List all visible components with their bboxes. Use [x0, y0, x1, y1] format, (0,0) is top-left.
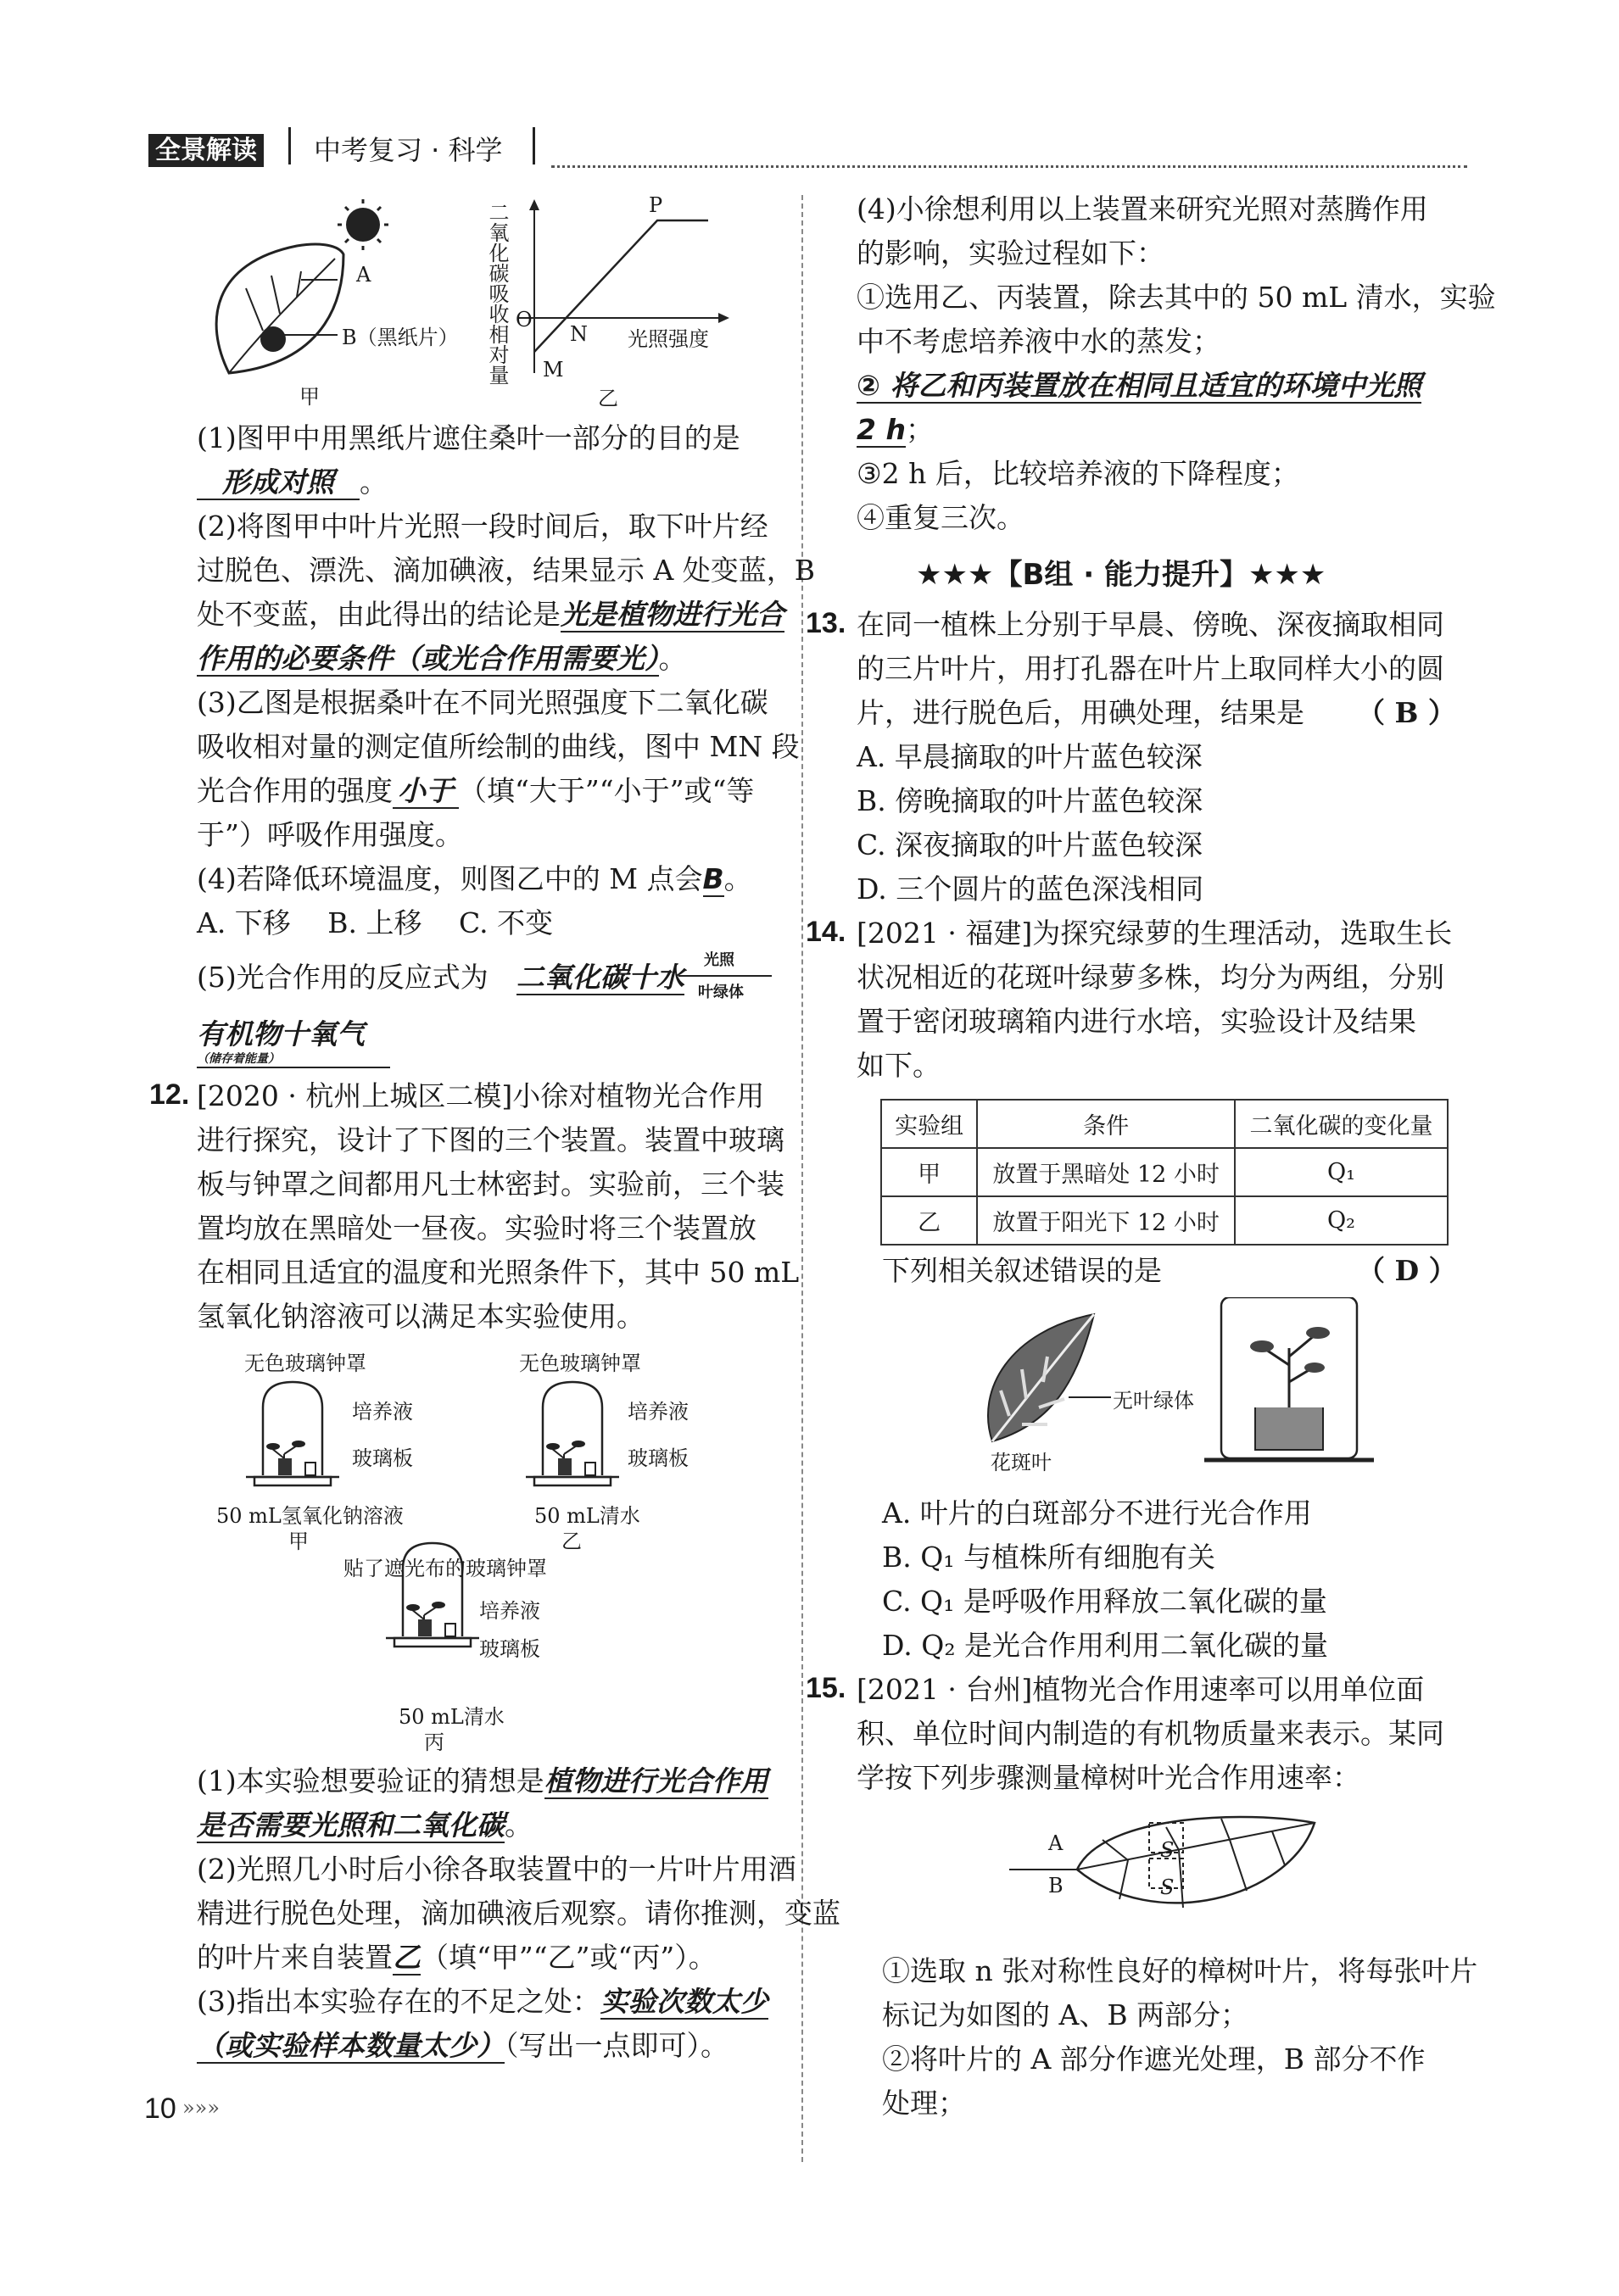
q12-step2-answer-a: ② 将乙和丙装置放在相同且适宜的环境中光照 — [857, 369, 1422, 402]
q12-step2-l1 — [857, 365, 1421, 407]
table-row — [881, 1148, 1448, 1196]
q12-part2-l2: 精进行脱色处理，滴加碘液后观察。请你推测，变蓝 — [197, 1897, 840, 1930]
table-cell: 放置于黑暗处 12 小时 — [977, 1148, 1235, 1196]
q12-yi-plate-label: 玻璃板 — [628, 1446, 689, 1470]
q12-l2: 进行探究，设计了下图的三个装置。装置中玻璃 — [197, 1123, 784, 1156]
q12-jia-plate-label: 玻璃板 — [352, 1446, 413, 1470]
table-header-row — [881, 1100, 1448, 1148]
q15-step2-l2: 处理； — [882, 2087, 966, 2120]
table-cell: 放置于阳光下 12 小时 — [977, 1196, 1235, 1245]
q11-figure — [195, 195, 746, 407]
q12-jia-caption: 甲 — [288, 1530, 309, 1553]
q11-reaction-arrow — [678, 975, 772, 977]
q15-step1-l1: ①选取 n 张对称性良好的樟树叶片，将每张叶片 — [882, 1954, 1478, 1987]
fig11-label-b: B（黑纸片） — [342, 326, 459, 349]
q15-l1: [2021 · 台州]植物光合作用速率可以用单位面 — [857, 1673, 1425, 1706]
q15-l3: 学按下列步骤测量樟树叶光合作用速率： — [857, 1761, 1360, 1794]
q13-option-b: B. 傍晚摘取的叶片蓝色较深 — [857, 784, 1203, 817]
column-divider — [801, 195, 803, 2162]
fig11-origin: O — [516, 308, 533, 332]
q12-l1: [2020 · 杭州上城区二模]小徐对植物光合作用 — [197, 1079, 765, 1112]
fig11-y-axis-label: 二氧化碳吸收相对量 — [485, 202, 509, 385]
table-header: 条件 — [977, 1100, 1235, 1148]
q12-bing-liquid-label: 培养液 — [479, 1599, 540, 1623]
q14-fig-label: 无叶绿体 — [1113, 1389, 1194, 1413]
bell-jar-yi — [526, 1382, 619, 1485]
q11-part5-note: （储存着能量） — [197, 1050, 390, 1068]
fig11-x-axis-label: 光照强度 — [628, 327, 709, 351]
q15-step2-l1: ②将叶片的 A 部分作遮光处理，B 部分不作 — [882, 2042, 1426, 2076]
header-subtitle: 中考复习 · 科学 — [314, 134, 503, 166]
q14-l3: 置于密闭玻璃箱内进行水培，实验设计及结果 — [857, 1005, 1416, 1038]
q12-step3: ③2 h 后，比较培养液的下降程度； — [857, 457, 1299, 490]
q12-bing-top-label: 贴了遮光布的玻璃钟罩 — [343, 1557, 547, 1580]
q11-part2-l1: (2)将图甲中叶片光照一段时间后，取下叶片经 — [197, 510, 768, 543]
q11-part2-l2: 过脱色、漂洗、滴加碘液，结果显示 A 处变蓝，B — [197, 554, 816, 587]
q12-part1-l2: 是否需要光照和二氧化碳。 — [197, 1808, 533, 1842]
fig11-caption-yi: 乙 — [598, 387, 618, 410]
q11-part1: (1)图甲中用黑纸片遮住桑叶一部分的目的是 — [197, 421, 740, 454]
page-header — [148, 129, 264, 166]
q12-part3-answer-b: （或实验样本数量太少） — [197, 2029, 505, 2062]
q14-fig-caption: 花斑叶 — [991, 1451, 1052, 1474]
q12-part2-answer: 乙 — [393, 1941, 421, 1974]
fig11-caption-jia: 甲 — [299, 385, 320, 409]
black-paper-icon — [260, 326, 286, 352]
q11-part5-answer: 二氧化碳十水 — [516, 961, 684, 994]
q13-l1: 在同一植株上分别于早晨、傍晚、深夜摘取相同 — [857, 608, 1444, 641]
q14-stem: 下列相关叙述错误的是 — [882, 1254, 1162, 1287]
q11-part3-l2: 吸收相对量的测定值所绘制的曲线，图中 MN 段 — [197, 730, 800, 763]
q11-part2-answer-b: 作用的必要条件（或光合作用需要光） — [197, 642, 659, 675]
q12-l5: 在相同且适宜的温度和光照条件下，其中 50 mL — [197, 1256, 800, 1289]
q11-part4: (4)若降低环境温度，则图乙中的 M 点会B。 — [197, 862, 752, 895]
q12-yi-caption: 乙 — [561, 1530, 582, 1553]
q15-fig-label-b: B — [1048, 1874, 1064, 1898]
q12-part2-l1: (2)光照几小时后小徐各取装置中的一片叶片用酒 — [197, 1853, 796, 1886]
q14-option-c: C. Q₁ 是呼吸作用释放二氧化碳的量 — [882, 1585, 1327, 1618]
header-rule — [551, 165, 1467, 168]
q14-number: 14. — [806, 916, 846, 948]
leaf-icon — [216, 244, 343, 373]
q11-part1-answer: 形成对照 — [197, 465, 360, 500]
fig11-point-m: M — [543, 358, 564, 382]
q13-option-a: A. 早晨摘取的叶片蓝色较深 — [857, 740, 1203, 773]
q12-jia-bottom-label: 50 mL氢氧化钠溶液 — [216, 1504, 404, 1528]
table-header: 实验组 — [881, 1100, 977, 1148]
q15-l2: 积、单位时间内制造的有机物质量来表示。某同 — [857, 1717, 1444, 1750]
header-divider — [288, 127, 296, 164]
q14-option-a: A. 叶片的白斑部分不进行光合作用 — [882, 1496, 1312, 1530]
q14-answer: （ D ） — [1357, 1254, 1457, 1287]
q11-part4-options: A. 下移 B. 上移 C. 不变 — [197, 906, 554, 939]
q11-part5-answer2: 有机物十氧气 — [197, 1017, 365, 1050]
section-b-heading: ★★★【B组 · 能力提升】★★★ — [916, 558, 1326, 592]
q12-yi-top-label: 无色玻璃钟罩 — [519, 1351, 641, 1375]
plant-icon — [266, 1441, 305, 1475]
q12-yi-bottom-label: 50 mL清水 — [534, 1504, 640, 1528]
q12-number: 12. — [149, 1078, 190, 1111]
q11-part2-l3: 处不变蓝，由此得出的结论是光是植物进行光合 — [197, 598, 784, 631]
q11-part3-answer: 小于 — [393, 774, 459, 809]
q12-step2-answer-b: 2 h — [857, 413, 906, 446]
page-arrows: »»» — [182, 2096, 221, 2120]
q15-fig-label-a: A — [1048, 1831, 1064, 1855]
q12-step1-l2: 中不考虑培养液中水的蒸发； — [857, 325, 1220, 358]
q12-part3-answer-a: 实验次数太少 — [600, 1985, 768, 2018]
q13-option-d: D. 三个圆片的蓝色深浅相同 — [857, 872, 1204, 906]
q15-fig-label-s1: S — [1160, 1838, 1175, 1862]
fig11-point-p: P — [649, 193, 663, 217]
bell-jar-jia — [246, 1382, 339, 1485]
q12-bing-bottom-label: 50 mL清水 — [399, 1705, 505, 1729]
q12-jia-top-label: 无色玻璃钟罩 — [244, 1351, 366, 1375]
q11-part2-l4: 作用的必要条件（或光合作用需要光）。 — [197, 642, 687, 675]
q12-l3: 板与钟罩之间都用凡士林密封。实验前，三个装 — [197, 1168, 784, 1201]
q12-l4: 置均放在黑暗处一昼夜。实验时将三个装置放 — [197, 1212, 756, 1245]
q13-number: 13. — [806, 607, 846, 639]
q11-part2-answer-a: 光是植物进行光合 — [561, 598, 784, 631]
q15-leaf-figure — [1009, 1806, 1331, 1933]
fig11-label-a: A — [356, 263, 371, 287]
q12-part3-l1: (3)指出本实验存在的不足之处：实验次数太少 — [197, 1985, 768, 2018]
q13-l3: 片，进行脱色后，用碘处理，结果是 — [857, 696, 1304, 729]
q14-option-d: D. Q₂ 是光合作用利用二氧化碳的量 — [882, 1629, 1329, 1662]
q13-l2: 的三片叶片，用打孔器在叶片上取同样大小的圆 — [857, 652, 1444, 685]
header-divider-2 — [533, 127, 540, 164]
q14-l1: [2021 · 福建]为探究绿萝的生理活动，选取生长 — [857, 917, 1453, 950]
q15-number: 15. — [806, 1672, 846, 1704]
q11-part5: (5)光合作用的反应式为 二氧化碳十水 — [197, 961, 684, 994]
q12-yi-liquid-label: 培养液 — [628, 1400, 689, 1424]
q15-fig-label-s2: S — [1160, 1875, 1175, 1899]
q11-part3-l3: 光合作用的强度 小于 （填“大于”“小于”或“等 — [197, 774, 755, 807]
q14-option-b: B. Q₁ 与植株所有细胞有关 — [882, 1541, 1216, 1574]
q11-part3-l4: 于”）呼吸作用强度。 — [197, 818, 463, 851]
table-cell: Q₁ — [1235, 1148, 1448, 1196]
q12-step2-l2: 2 h； — [857, 413, 934, 446]
q12-jia-liquid-label: 培养液 — [352, 1400, 413, 1424]
q12-part1-answer-b: 是否需要光照和二氧化碳 — [197, 1808, 505, 1842]
table-cell: 乙 — [881, 1196, 977, 1245]
q12-part2-l3: 的叶片来自装置乙（填“甲”“乙”或“丙”）。 — [197, 1941, 717, 1974]
q12-bing-plate-label: 玻璃板 — [479, 1637, 540, 1661]
potted-plant-icon — [1204, 1297, 1374, 1460]
q12-part1: (1)本实验想要验证的猜想是植物进行光合作用 — [197, 1764, 768, 1797]
q11-part4-answer: B — [702, 862, 724, 895]
table-cell: Q₂ — [1235, 1196, 1448, 1245]
q11-arrow-bottom: 叶绿体 — [698, 984, 744, 1001]
q15-step1-l2: 标记为如图的 A、B 两部分； — [882, 1998, 1249, 2031]
sun-icon — [338, 199, 388, 250]
q12-step4: ④重复三次。 — [857, 501, 1024, 534]
fig11-point-n: N — [570, 322, 588, 346]
table-row — [881, 1196, 1448, 1245]
q12-part3-l2: （或实验样本数量太少）（写出一点即可）。 — [197, 2029, 729, 2062]
q12-part4-l2: 的影响，实验过程如下： — [857, 237, 1164, 270]
table-cell: 甲 — [881, 1148, 977, 1196]
table-header: 二氧化碳的变化量 — [1235, 1100, 1448, 1148]
q12-bing-caption: 丙 — [424, 1730, 444, 1754]
q12-l6: 氢氧化钠溶液可以满足本实验使用。 — [197, 1300, 645, 1333]
q13-option-c: C. 深夜摘取的叶片蓝色较深 — [857, 828, 1203, 861]
q12-part1-answer-a: 植物进行光合作用 — [544, 1764, 768, 1797]
q11-arrow-top: 光照 — [704, 951, 734, 969]
q11-part1-answer-line: 形成对照 。 — [197, 461, 388, 504]
brand-badge: 全景解读 — [148, 134, 264, 167]
q14-l4: 如下。 — [857, 1049, 941, 1082]
q14-table — [880, 1099, 1449, 1246]
q11-part3-l1: (3)乙图是根据桑叶在不同光照强度下二氧化碳 — [197, 686, 768, 719]
q12-part4-l1: (4)小徐想利用以上装置来研究光照对蒸腾作用 — [857, 192, 1428, 226]
q14-l2: 状况相近的花斑叶绿萝多株，均分为两组，分别 — [857, 961, 1444, 994]
q12-step1-l1: ①选用乙、丙装置，除去其中的 50 mL 清水，实验 — [857, 281, 1496, 314]
page-number: 10 — [144, 2093, 176, 2125]
q13-answer: （ B ） — [1357, 696, 1456, 729]
